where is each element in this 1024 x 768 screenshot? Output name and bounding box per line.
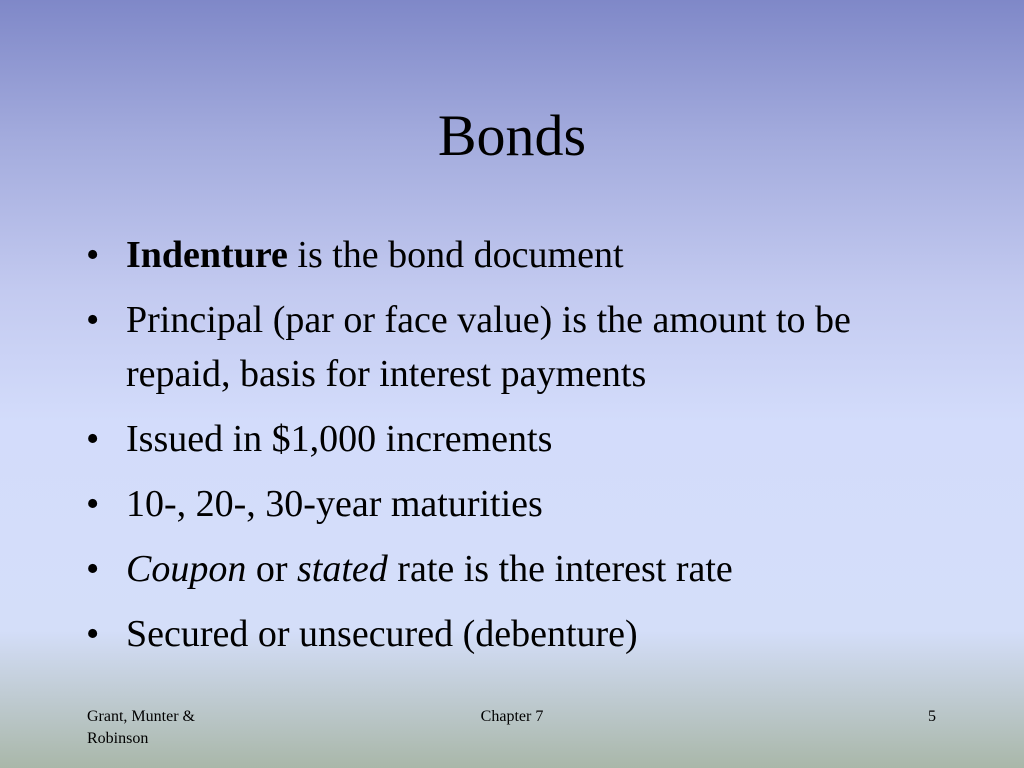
bullet-text-bold: Indenture (126, 234, 288, 276)
slide-title: Bonds (437, 103, 587, 168)
bullet-item (86, 477, 946, 531)
bullet-text: 10-, 20-, 30-year maturities (126, 483, 543, 525)
bullet-text-italic: Coupon (126, 548, 247, 590)
bullet-text: Issued in $1,000 increments (126, 418, 553, 460)
footer-chapter: Chapter 7 (480, 708, 544, 725)
bullet-list (86, 228, 946, 672)
bullet-icon: • (86, 548, 100, 590)
bullet-item (86, 607, 946, 661)
footer-authors: Grant, Munter & Robinson (87, 708, 195, 747)
bullet-item (86, 293, 946, 401)
bullet-text: Secured or unsecured (debenture) (126, 613, 638, 655)
bullet-item (86, 542, 946, 596)
bullet-icon: • (86, 234, 100, 276)
bullet-item (86, 412, 946, 466)
bullet-text: or (246, 548, 298, 590)
bullet-icon: • (86, 299, 100, 341)
bullet-icon: • (86, 483, 100, 525)
bullet-text-italic: stated (297, 548, 388, 590)
bullet-text: Principal (par or face value) is the amount to be repaid, basis for interest payments (126, 299, 851, 395)
bullet-text: rate is the interest rate (387, 548, 733, 590)
footer-page-number: 5 (928, 708, 936, 725)
bullet-text: is the bond document (287, 234, 624, 276)
bullet-icon: • (86, 613, 100, 655)
bullet-item (86, 228, 946, 282)
bullet-icon: • (86, 418, 100, 460)
